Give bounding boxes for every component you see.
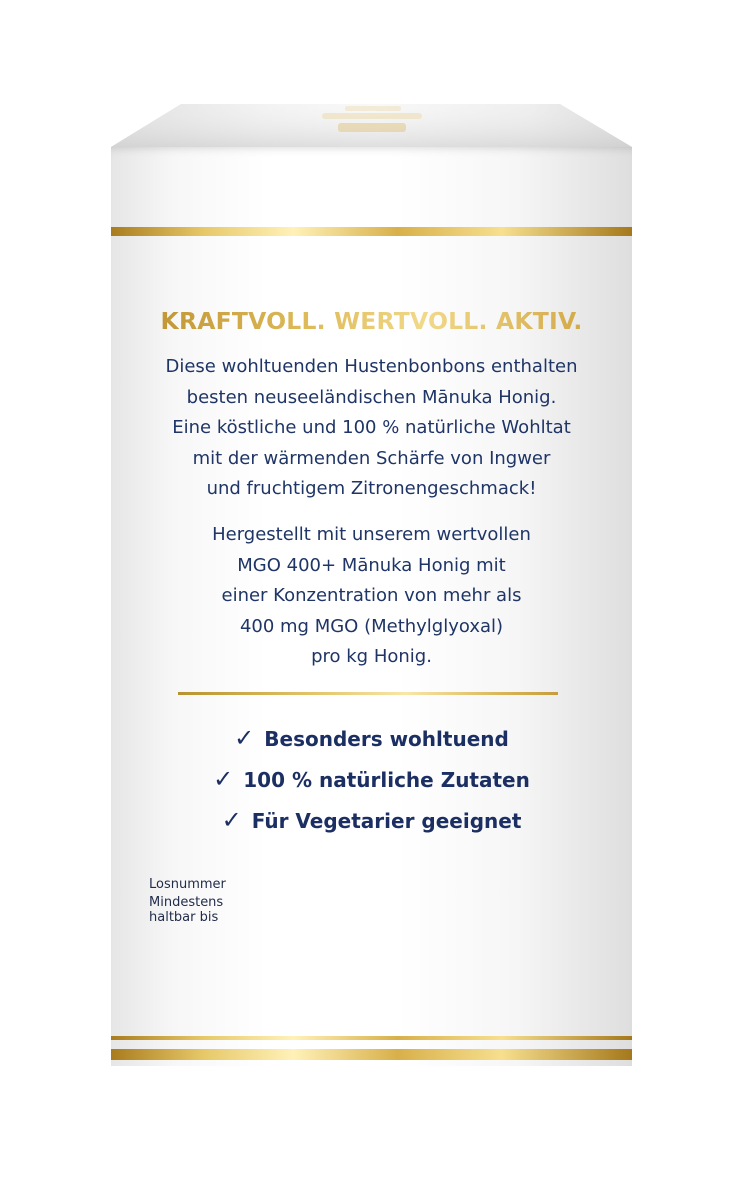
mgo-line: pro kg Honig. <box>311 646 432 667</box>
gold-divider <box>178 692 558 695</box>
feature-item <box>111 759 632 800</box>
description-line: mit der wärmenden Schärfe von Ingwer <box>192 447 551 469</box>
box-lid <box>0 0 746 160</box>
feature-item <box>111 718 632 759</box>
description-line: und fruchtigem Zitronengeschmack! <box>206 478 537 499</box>
lot-number-label: Losnummer <box>149 877 226 892</box>
gold-band-top <box>111 227 632 236</box>
gold-band-bottom <box>111 1049 632 1060</box>
feature-list <box>111 718 632 841</box>
feature-label: Für Vegetarier geeignet <box>251 809 522 833</box>
description-line: Eine köstliche und 100 % natürliche Wohltat <box>172 417 571 438</box>
package-front <box>111 147 632 1066</box>
mgo-line: 400 mg MGO (Methylglyoxal) <box>239 615 504 637</box>
batch-info <box>149 877 239 925</box>
checkmark-icon: ✓ <box>221 806 242 834</box>
checkmark-icon: ✓ <box>234 724 255 752</box>
feature-label: 100 % natürliche Zutaten <box>243 768 530 792</box>
mgo-line: Hergestellt mit unserem wertvollen <box>212 524 531 545</box>
headline: KRAFTVOLL. WERTVOLL. AKTIV. <box>111 307 632 335</box>
checkmark-icon: ✓ <box>213 765 234 793</box>
mgo-line: einer Konzentration von mehr als <box>221 585 522 606</box>
feature-item <box>111 800 632 841</box>
description-line: besten neuseeländischen Mānuka Honig. <box>186 386 557 408</box>
mgo-line: MGO 400+ Mānuka Honig mit <box>237 554 506 576</box>
mgo-text <box>111 520 632 673</box>
best-before-label: Mindestens haltbar bis <box>149 895 224 925</box>
description-line: Diese wohltuenden Hustenbonbons enthalten <box>165 356 578 377</box>
feature-label: Besonders wohltuend <box>264 727 509 751</box>
description-text <box>111 352 632 505</box>
gold-band-bottom-thin <box>111 1036 632 1040</box>
